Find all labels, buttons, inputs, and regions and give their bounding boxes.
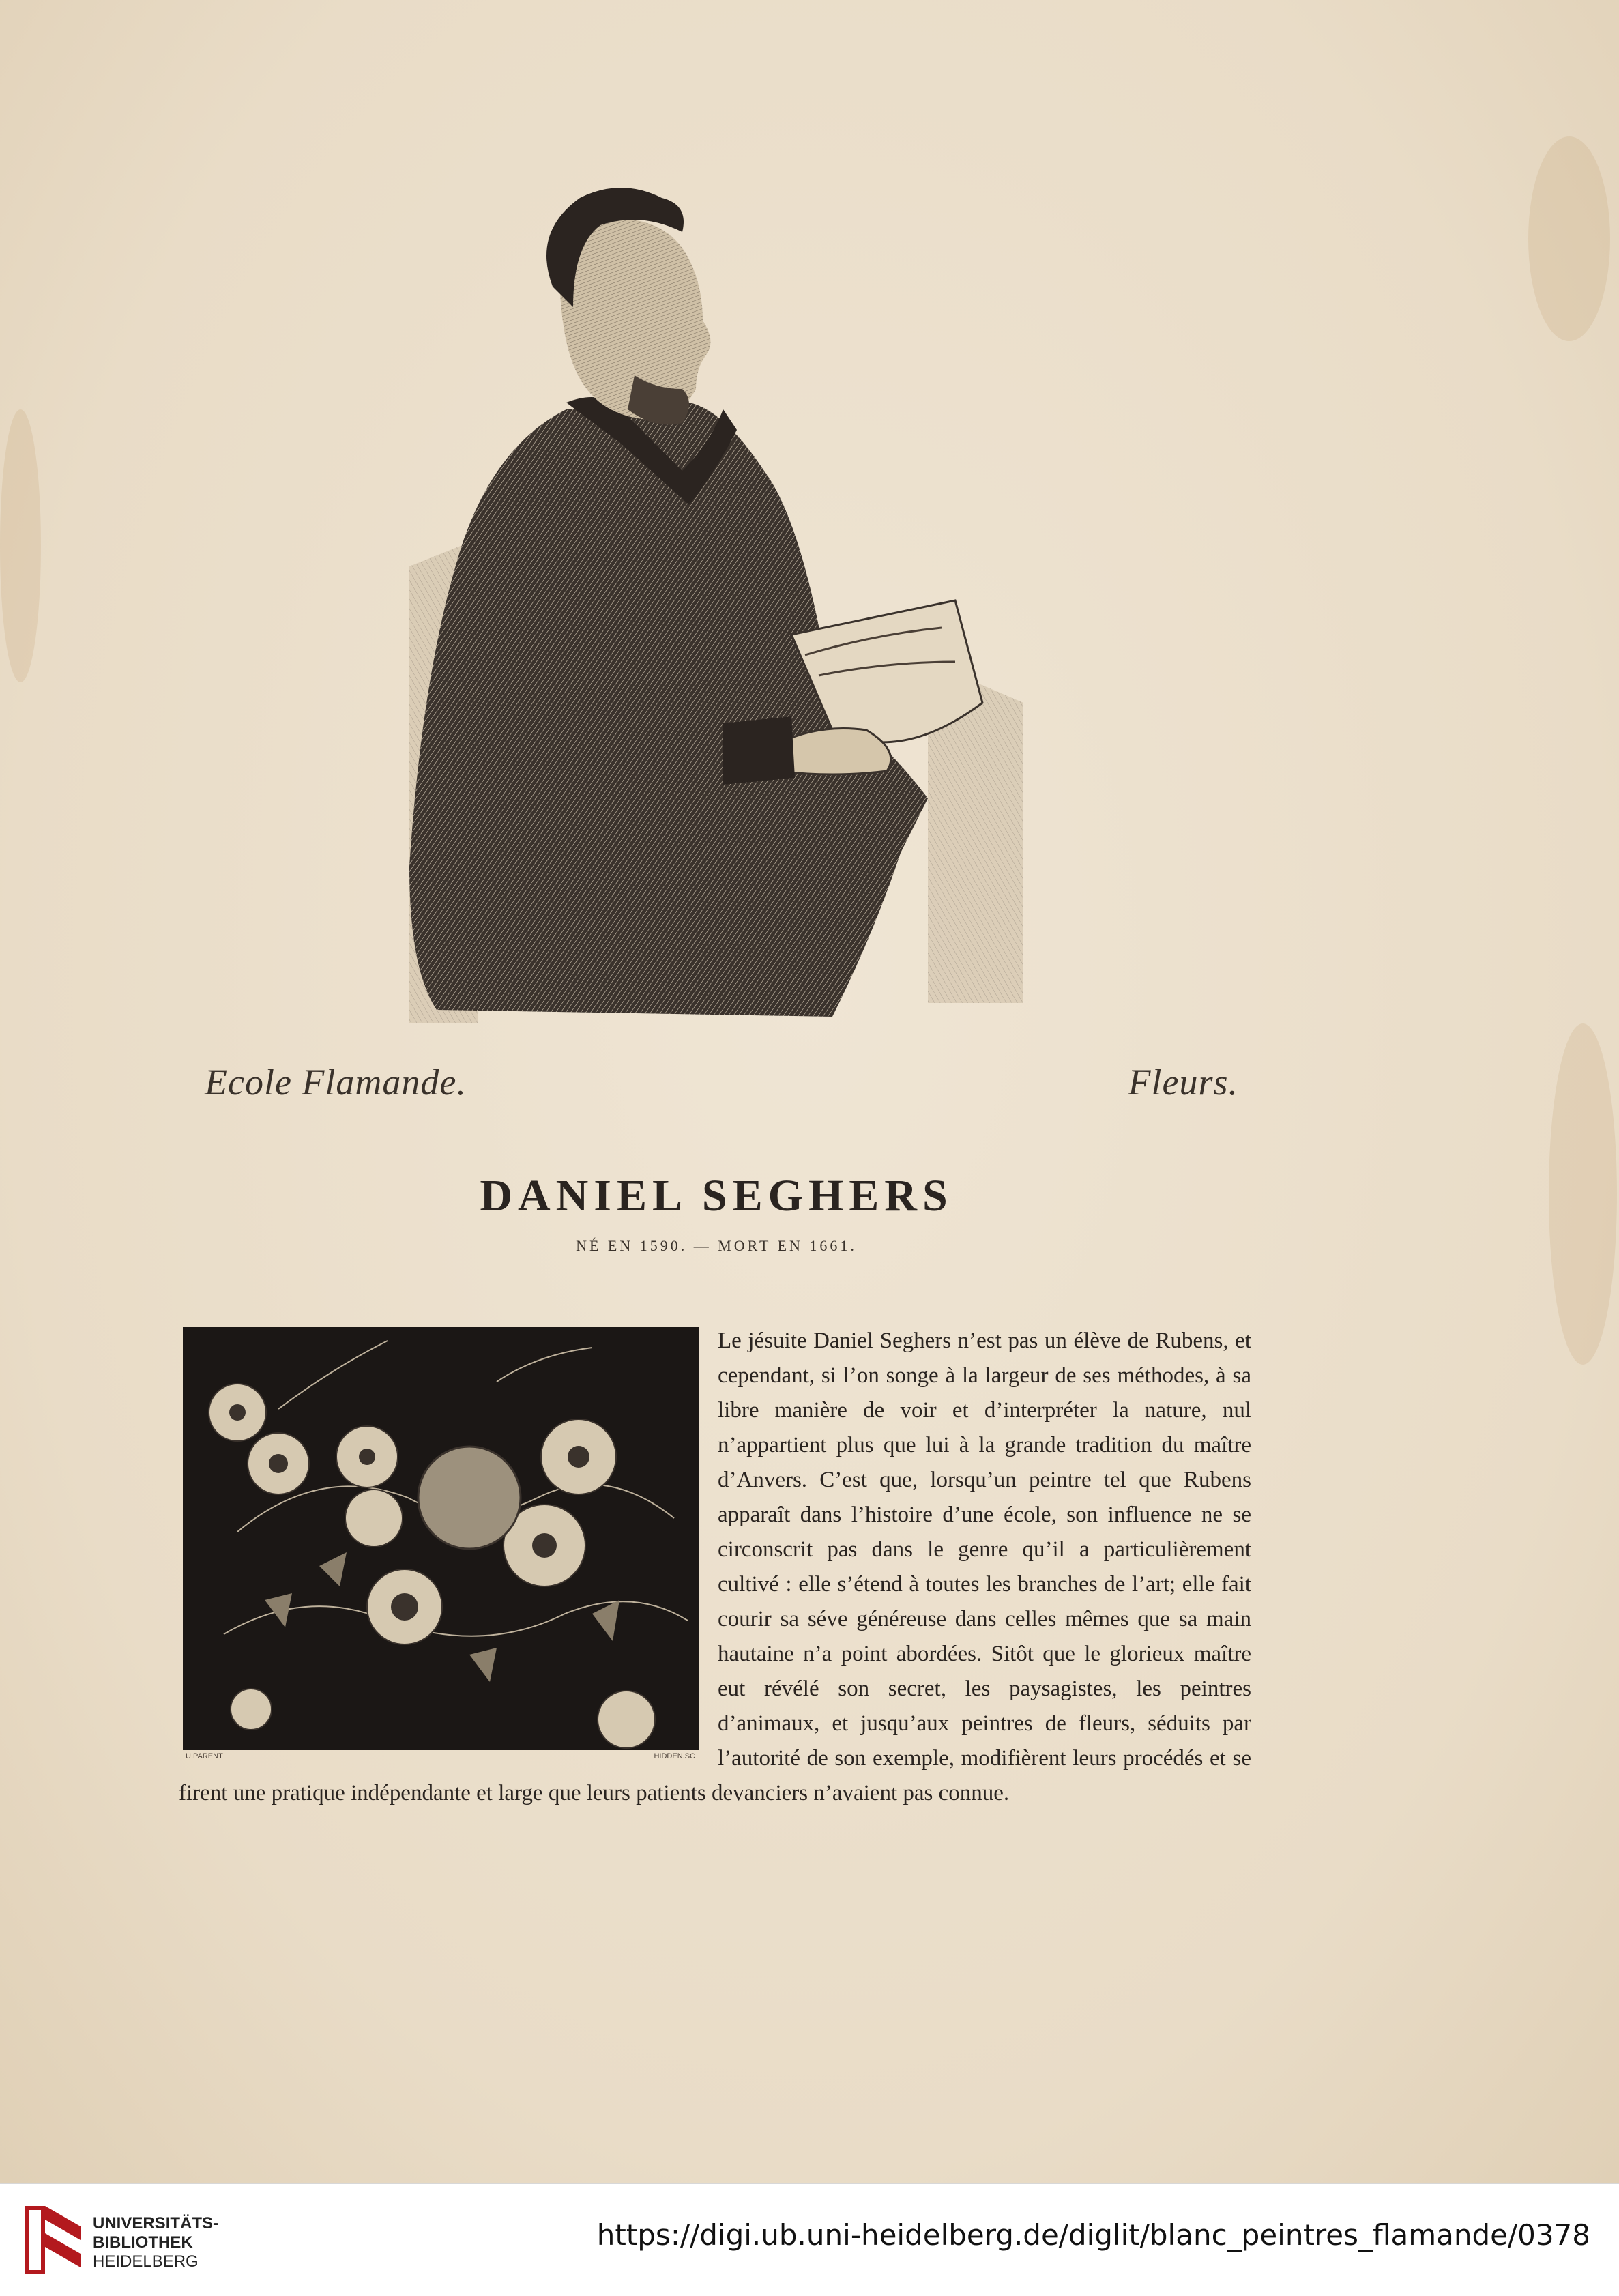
paragraph-text: Le jésuite Daniel Seghers n’est pas un élève de Rubens, et cependant, si l’on songe à la largeur de ses méthodes, à sa libre manière de voir et d’interpréter la nature, nul n’appartient plus que lui à la grande tradition du maître d’Anvers. C’est que, lorsqu’un peintre tel que Rubens apparaît dans l’histoire d’une école, son influence ne se circonscrit pas dans le genre qu’il a particulièrement cultivé : elle s’étend à toutes les branches de l’art; elle fait courir sa séve généreuse dans celles mêmes que sa main hautaine n’a point abordées. Sitôt que le glorieux maître eut révélé son secret, les paysagistes, les peintres d’animaux, et jusqu’aux peintres de fleurs, séduits par l’autorité de son exemple, modifièrent leurs procédés et se firent une pratique indépendante et large que leurs patients devanciers n’avaient pas connue. <box>179 1328 1251 1805</box>
paper-stain <box>1528 136 1610 341</box>
genre-heading: Fleurs. <box>1128 1062 1238 1103</box>
life-dates: NÉ EN 1590. — MORT EN 1661. <box>576 1237 857 1254</box>
engraver-left: U.PARENT <box>186 1752 223 1760</box>
portrait-engraving <box>396 184 1044 1030</box>
library-line-2: BIBLIOTHEK <box>93 2233 193 2252</box>
university-library-logo[interactable] <box>19 2199 87 2281</box>
viewer-footer <box>0 2183 1619 2296</box>
library-line-1: UNIVERSITÄTS- <box>93 2214 219 2233</box>
engraver-right: HIDDEN.SC <box>654 1752 695 1760</box>
paper-stain <box>0 409 41 682</box>
page-title: DANIEL SEGHERS <box>480 1171 953 1221</box>
page-url[interactable]: https://digi.ub.uni-heidelberg.de/diglit/blanc_peintres_flamande/0378 <box>596 2218 1590 2252</box>
library-line-3: HEIDELBERG <box>93 2252 199 2271</box>
library-name <box>93 2214 218 2271</box>
body-paragraph <box>179 1324 1251 1811</box>
paper-stain <box>1549 1023 1617 1365</box>
school-heading: Ecole Flamande. <box>205 1062 467 1103</box>
